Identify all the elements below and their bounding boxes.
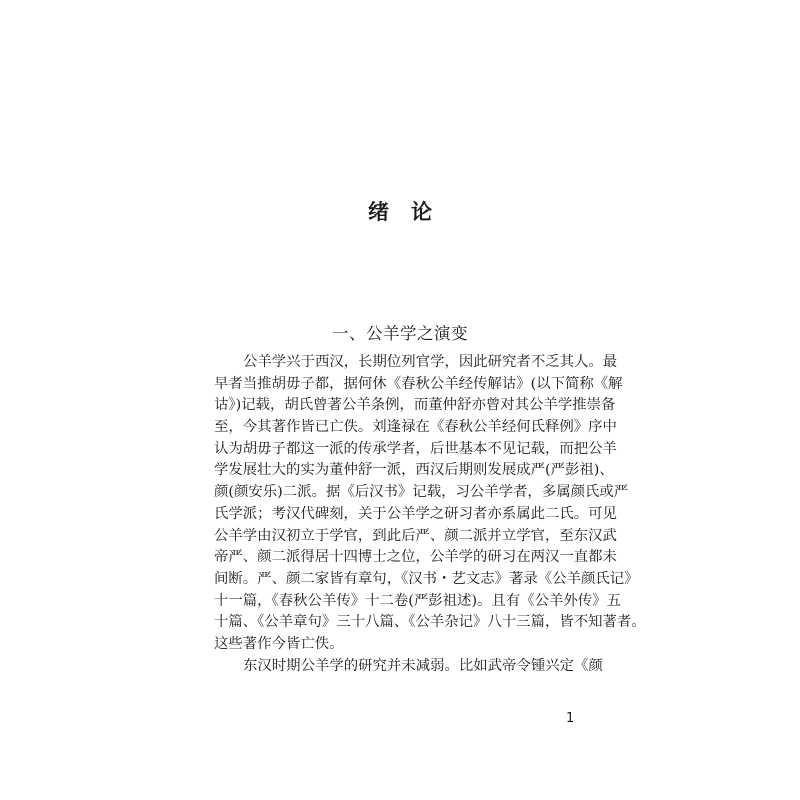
body-text bbox=[214, 352, 646, 677]
text-line: 颜(颜安乐)二派。据《后汉书》记载，习公羊学者，多属颜氏或严 bbox=[214, 484, 629, 501]
text-line: 氏学派；考汉代碑刻，关于公羊学之研习者亦系属此二氏。可见 bbox=[214, 505, 617, 522]
text-line: 十一篇，《春秋公羊传》十二卷(严彭祖述)。且有《公羊外传》五 bbox=[214, 592, 621, 609]
text-line: 东汉时期公羊学的研究并未减弱。比如武帝令锺兴定《颜 bbox=[243, 657, 603, 674]
chapter-title: 绪论 bbox=[368, 200, 454, 224]
text-line: 十篇、《公羊章句》三十八篇、《公羊杂记》八十三篇，皆不知著者。 bbox=[214, 614, 646, 631]
text-line: 认为胡毋子都这一派的传承学者，后世基本不见记载，而把公羊 bbox=[214, 440, 617, 457]
text-line: 帝严、颜二派得居十四博士之位，公羊学的研习在两汉一直都未 bbox=[214, 549, 617, 566]
section-title: 一、公羊学之演变 bbox=[332, 324, 468, 343]
text-line: 早者当推胡毋子都，据何休《春秋公羊经传解诂》(以下简称《解 bbox=[214, 375, 623, 392]
text-line: 公羊学由汉初立于学官，到此后严、颜二派并立学官，至东汉武 bbox=[214, 527, 617, 544]
text-line: 至，今其著作皆已亡佚。刘逢禄在《春秋公羊经何氏释例》序中 bbox=[214, 419, 617, 436]
page-number: 1 bbox=[566, 711, 575, 726]
text-line: 公羊学兴于西汉，长期位列官学，因此研究者不乏其人。最 bbox=[243, 354, 618, 370]
text-line: 间断。严、颜二家皆有章句，《汉书・艺文志》著录《公羊颜氏记》 bbox=[214, 570, 639, 587]
text-line: 这些著作今皆亡佚。 bbox=[214, 635, 344, 652]
text-line: 诂》)记载，胡氏曾著公羊条例，而董仲舒亦曾对其公羊学推崇备 bbox=[214, 397, 616, 414]
text-line: 学发展壮大的实为董仲舒一派，西汉后期则发展成严(严彭祖)、 bbox=[214, 462, 614, 479]
